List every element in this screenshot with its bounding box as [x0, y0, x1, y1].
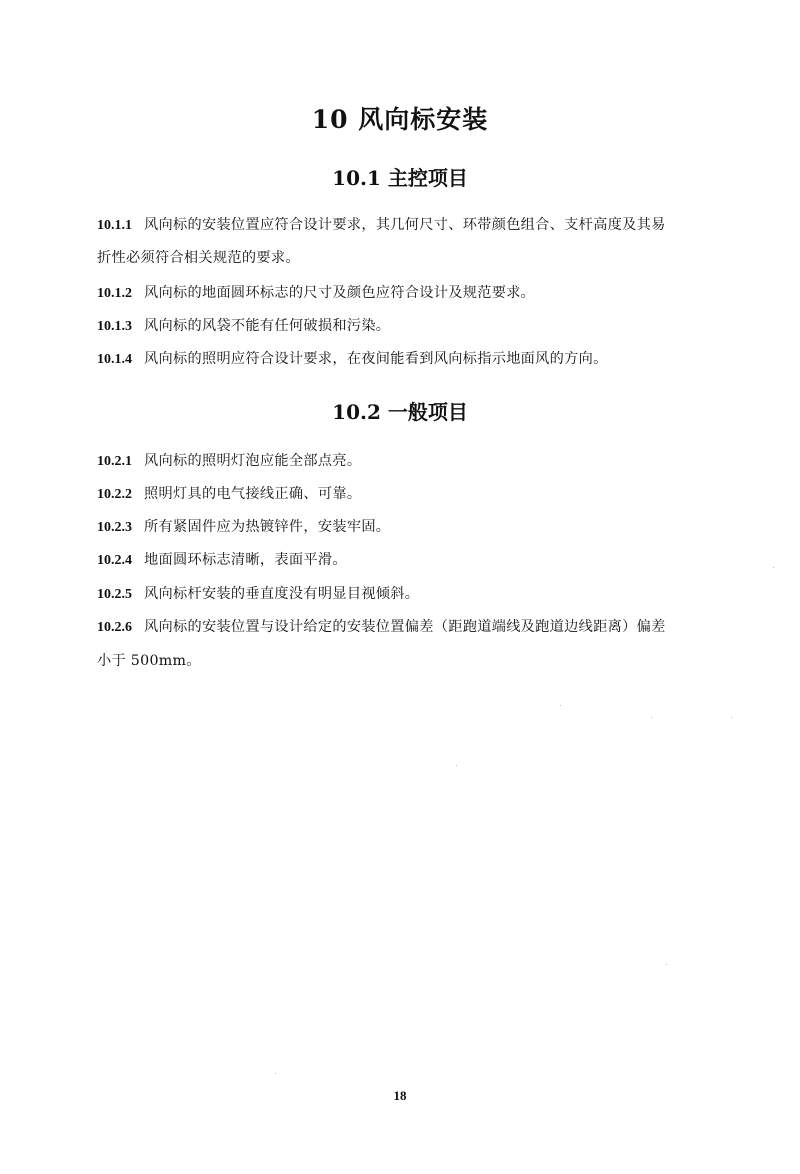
- clause-10-2-6-continuation: [97, 645, 707, 678]
- clause-number: 10.1.2: [97, 286, 132, 301]
- scan-speck: [456, 765, 457, 766]
- clause-text-continuation: 折性必须符合相关规范的要求。: [97, 250, 300, 266]
- clause-number: 10.2.6: [97, 620, 132, 635]
- clause-10-1-1-continuation: [97, 242, 707, 275]
- section-title-10-2: 10.2 一般项目: [332, 400, 468, 424]
- clause-text: 风向标的安装位置应符合设计要求，其几何尺寸、环带颜色组合、支杆高度及其易: [144, 217, 666, 233]
- clause-10-1-3: [97, 310, 707, 343]
- clause-text: 风向标的照明灯泡应能全部点亮。: [144, 453, 362, 469]
- clause-text: 地面圆环标志清晰，表面平滑。: [144, 552, 347, 568]
- scan-speck: [666, 964, 667, 965]
- clause-10-1-1: [97, 209, 707, 242]
- clause-10-2-1: [97, 445, 707, 478]
- clause-10-1-4: [97, 343, 707, 376]
- clause-text: 风向标的安装位置与设计给定的安装位置偏差（距跑道端线及跑道边线距离）偏差: [144, 619, 666, 635]
- clause-10-2-5: [97, 578, 707, 611]
- clause-10-2-2: [97, 478, 707, 511]
- clause-number: 10.2.5: [97, 587, 132, 602]
- scan-speck: [731, 717, 732, 718]
- clause-text: 风向标杆安装的垂直度没有明显目视倾斜。: [144, 586, 420, 602]
- clause-10-2-3: [97, 511, 707, 544]
- section-title-10-1: 10.1 主控项目: [332, 166, 468, 190]
- clause-text-continuation: 小于 500mm。: [97, 653, 201, 669]
- clause-number: 10.1.4: [97, 352, 132, 367]
- scan-speck: [651, 717, 652, 718]
- clause-text: 风向标的地面圆环标志的尺寸及颜色应符合设计及规范要求。: [144, 285, 536, 301]
- clause-number: 10.2.1: [97, 454, 132, 469]
- clause-number: 10.1.1: [97, 218, 132, 233]
- scan-speck: [773, 567, 774, 568]
- clause-10-2-4: [97, 544, 707, 577]
- clause-text: 照明灯具的电气接线正确、可靠。: [144, 486, 362, 502]
- scan-speck: [275, 1073, 276, 1074]
- clause-number: 10.2.3: [97, 520, 132, 535]
- clause-10-2-6: [97, 611, 707, 644]
- clause-number: 10.2.2: [97, 487, 132, 502]
- clause-10-1-2: [97, 277, 707, 310]
- clause-text: 风向标的风袋不能有任何破损和污染。: [144, 318, 391, 334]
- clause-text: 风向标的照明应符合设计要求，在夜间能看到风向标指示地面风的方向。: [144, 351, 608, 367]
- clause-number: 10.2.4: [97, 553, 132, 568]
- clause-number: 10.1.3: [97, 319, 132, 334]
- clause-text: 所有紧固件应为热镀锌件，安装牢固。: [144, 519, 391, 535]
- page-number: 18: [393, 1088, 407, 1103]
- scan-speck: [560, 705, 561, 706]
- chapter-title: 10 风向标安装: [311, 105, 489, 134]
